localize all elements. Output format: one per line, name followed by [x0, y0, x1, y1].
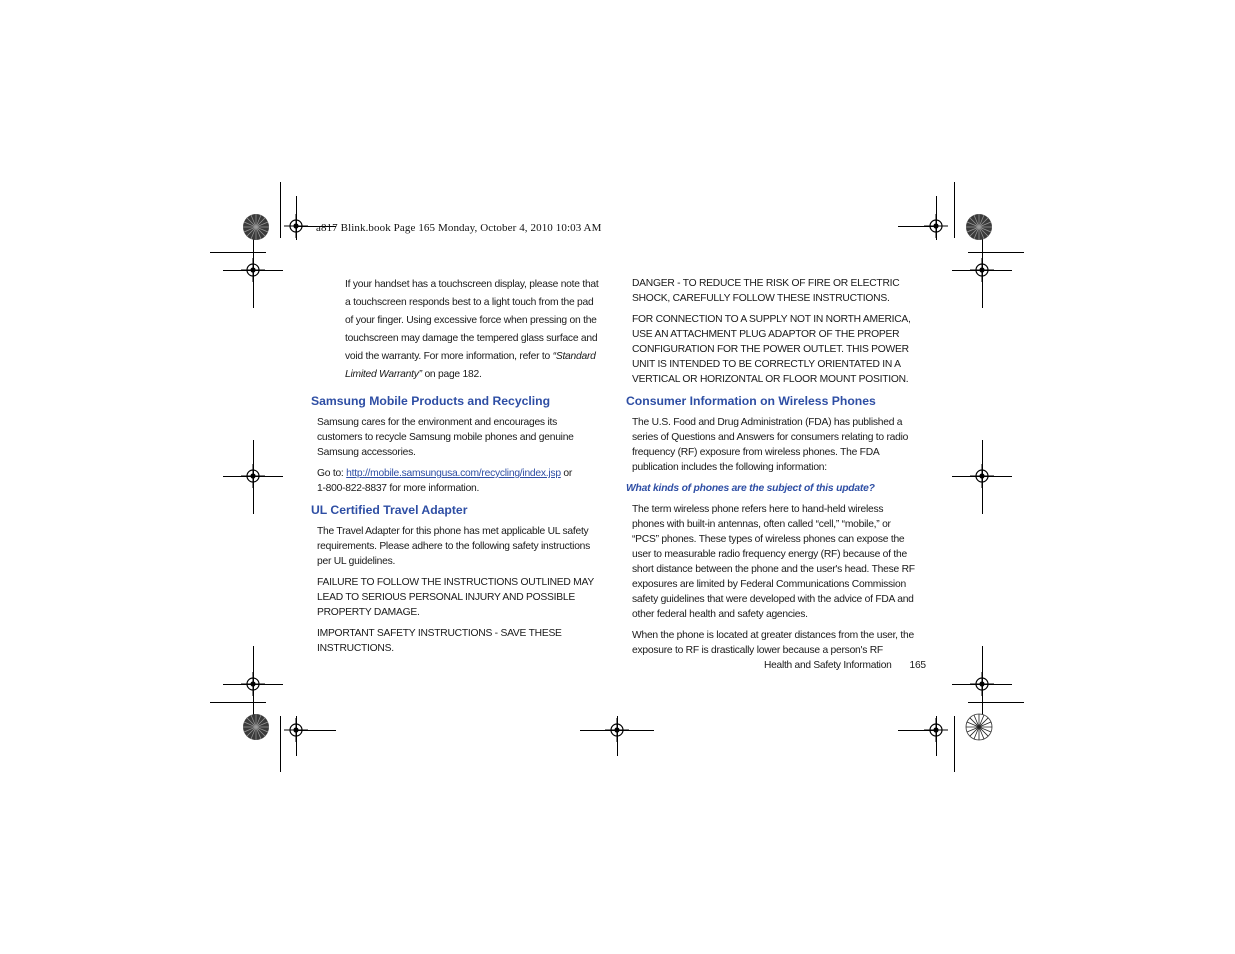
connection-paragraph: FOR CONNECTION TO A SUPPLY NOT IN NORTH AMERICA, USE AN ATTACHMENT PLUG ADAPTOR OF THE PROPER CONFIGURATION FOR THE POWER OUTLET. THIS POWER UNIT IS INTENDED TO BE CORRECTLY ORIENTATED IN A VERTICAL OR HORIZONTAL OR FLOOR MOUNT POSITION.: [632, 314, 911, 385]
recycling-paragraph: Samsung cares for the environment and encourages its customers to recycle Samsung mobile phones and genuine Samsung accessories.: [317, 417, 574, 458]
phones-subject-subheading: What kinds of phones are the subject of this update?: [626, 483, 875, 494]
crop-line: [617, 716, 618, 756]
footer-section-title: Health and Safety Information: [764, 660, 892, 671]
warranty-page-ref: on page 182.: [421, 369, 482, 380]
recycling-goto: [317, 466, 601, 496]
warranty-reference: “Standard Limited Warranty”: [345, 351, 596, 380]
starburst-target-icon: [965, 213, 993, 241]
goto-suffix: or: [560, 468, 573, 479]
crop-line: [210, 252, 266, 253]
adapter-paragraph: The Travel Adapter for this phone has met applicable UL safety requirements. Please adhere to the following safety instructions per UL guidelines.: [317, 526, 591, 567]
touchscreen-note-text: If your handset has a touchscreen display, please note that a touchscreen responds best to a light touch from the pad of your finger. Using excessive force when pressing on the touchscreen may damage the tempered glass surface and void the warranty. For more information, refer to: [345, 279, 599, 362]
recycling-phone: 1-800-822-8837 for more information.: [317, 483, 480, 494]
crop-line: [954, 716, 955, 772]
left-column: [311, 276, 601, 662]
page-footer: [764, 660, 926, 671]
crop-line: [952, 476, 1012, 477]
starburst-target-icon: [965, 713, 993, 741]
crop-line: [210, 702, 266, 703]
crop-line: [954, 182, 955, 238]
crop-line: [982, 440, 983, 514]
crop-line: [898, 730, 938, 731]
danger-paragraph: DANGER - TO REDUCE THE RISK OF FIRE OR ELECTRIC SHOCK, CAREFULLY FOLLOW THESE INSTRUCTIONS.: [632, 278, 900, 304]
print-slug: a817 Blink.book Page 165 Monday, October 4, 2010 10:03 AM: [316, 222, 602, 234]
recycling-link[interactable]: http://mobile.samsungusa.com/recycling/index.jsp: [346, 468, 561, 479]
crop-line: [280, 716, 281, 772]
adapter-heading: UL Certified Travel Adapter: [311, 503, 468, 517]
crop-line: [982, 646, 983, 720]
crop-line: [296, 716, 297, 756]
page-number: 165: [909, 660, 926, 671]
consumer-info-heading: Consumer Information on Wireless Phones: [626, 394, 876, 408]
starburst-target-icon: [242, 713, 270, 741]
adapter-warning: FAILURE TO FOLLOW THE INSTRUCTIONS OUTLINED MAY LEAD TO SERIOUS PERSONAL INJURY AND POSSIBLE PROPERTY DAMAGE.: [317, 577, 594, 618]
crop-line: [952, 684, 1012, 685]
distance-paragraph: When the phone is located at greater distances from the user, the exposure to RF is drastically lower because a person's RF: [632, 630, 914, 656]
crop-line: [280, 182, 281, 238]
crop-line: [296, 730, 336, 731]
crop-line: [223, 684, 283, 685]
right-column: [626, 276, 916, 664]
crop-line: [296, 196, 297, 240]
wireless-phone-paragraph: The term wireless phone refers here to hand-held wireless phones with built-in antennas, often called “cell,” “mobile,” or “PCS” phones. These types of wireless phones can expose the user to measurable radio frequency energy (RF) because of the short distance between the phone and the user's head. These RF exposures are limited by Federal Communications Commission safety guidelines that were developed with the advice of FDA and other federal health and safety agencies.: [632, 504, 915, 620]
crop-line: [968, 702, 1024, 703]
starburst-target-icon: [242, 213, 270, 241]
crop-line: [968, 252, 1024, 253]
crop-line: [898, 226, 938, 227]
crop-line: [223, 270, 283, 271]
adapter-save-instructions: IMPORTANT SAFETY INSTRUCTIONS - SAVE THESE INSTRUCTIONS.: [317, 628, 562, 654]
touchscreen-note: [345, 276, 601, 384]
crop-line: [936, 716, 937, 756]
crop-line: [253, 646, 254, 720]
goto-prefix: Go to:: [317, 468, 347, 479]
crop-line: [952, 270, 1012, 271]
fda-paragraph: The U.S. Food and Drug Administration (FDA) has published a series of Questions and Answers for consumers relating to radio frequency (RF) exposure from wireless phones. The FDA publication includes the following information:: [632, 417, 909, 473]
crop-line: [982, 234, 983, 308]
crop-line: [253, 234, 254, 308]
recycling-heading: Samsung Mobile Products and Recycling: [311, 394, 551, 408]
crop-line: [223, 476, 283, 477]
crop-line: [936, 196, 937, 240]
crop-line: [253, 440, 254, 514]
